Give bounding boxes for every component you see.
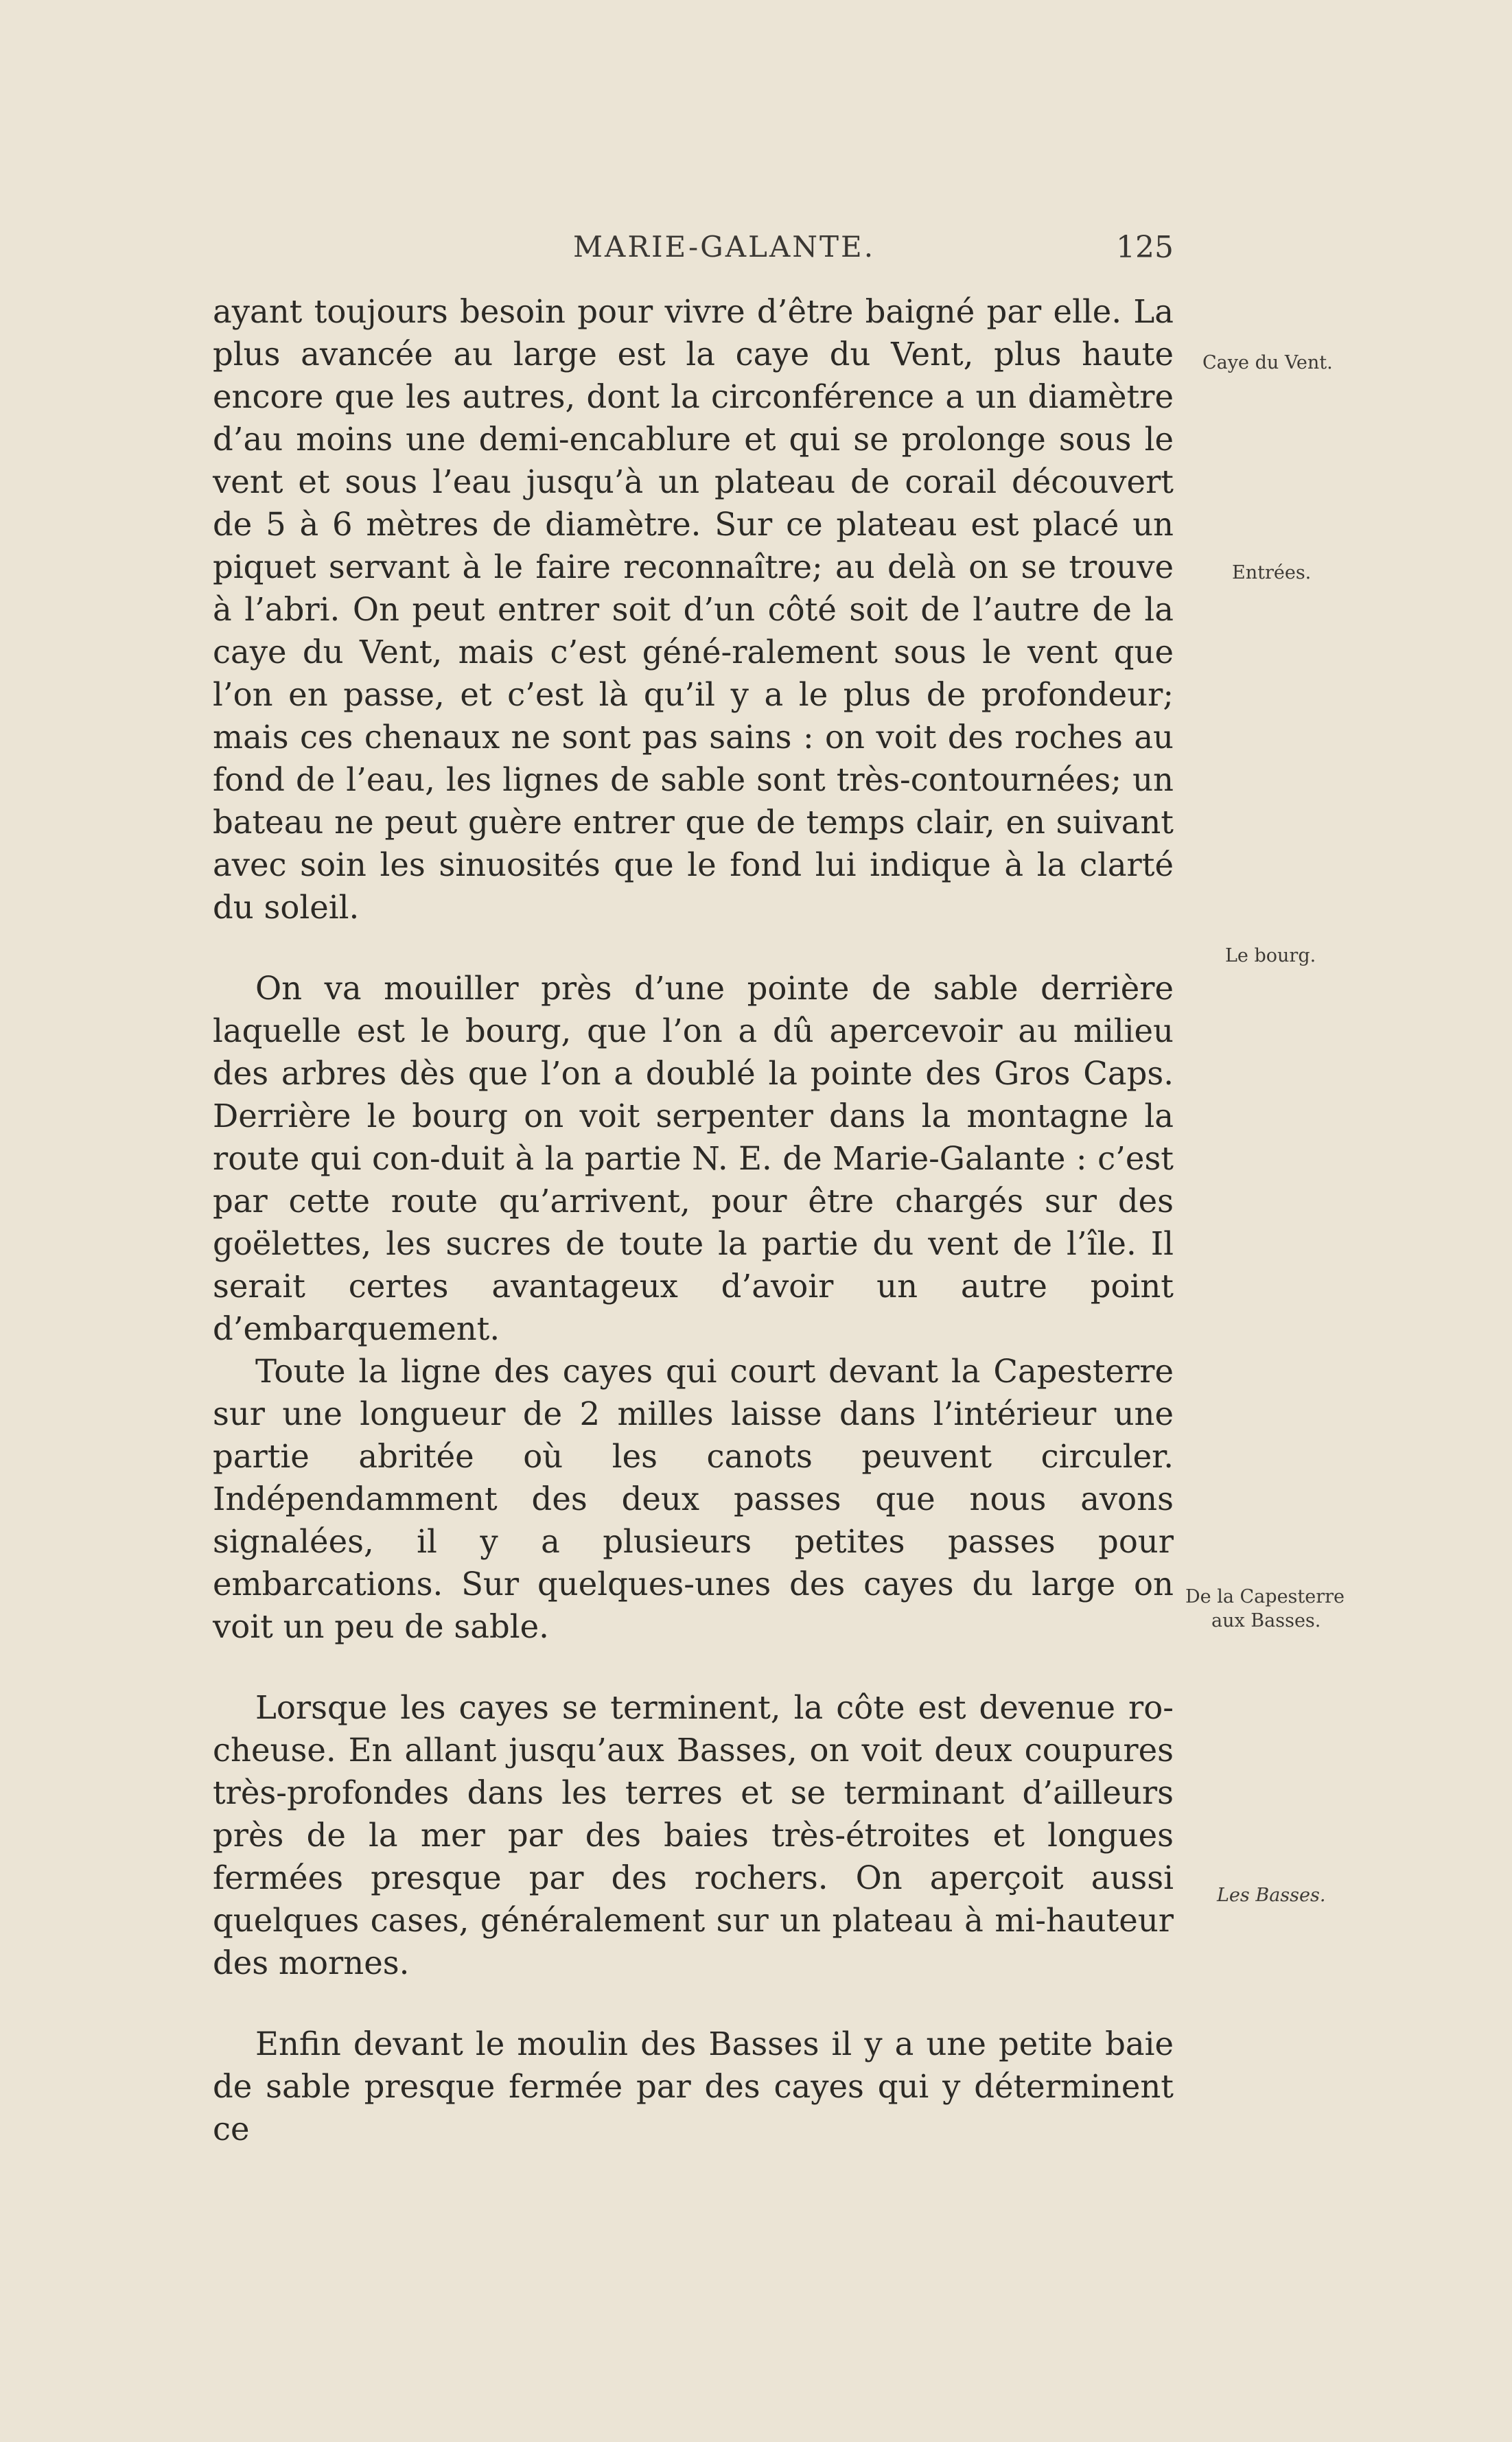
margin-note-de-la-capesterre: De la Capesterre — [1185, 1586, 1345, 1607]
paragraph-gap — [213, 1984, 1174, 2023]
margin-note-le-bourg: Le bourg. — [1225, 945, 1316, 966]
paragraph-gap — [213, 1648, 1174, 1686]
margin-note-les-basses: Les Basses. — [1217, 1885, 1326, 1906]
margin-note-aux-basses: aux Basses. — [1211, 1610, 1321, 1631]
margin-note-entrees: Entrées. — [1232, 562, 1312, 583]
body-text — [213, 290, 1174, 2150]
paragraph-cayes-terminent: Lorsque les cayes se terminent, la côte est devenue ro-cheuse. En allant jusqu’aux Basses, on voit deux coupures très-profondes dans les terres et se terminant d’ailleurs près de la mer par des baies très-étroites et longues fermées presque par des rochers. On aperçoit aussi quelques cases, généralement sur un plateau à mi-hauteur des mornes. — [213, 1689, 1174, 1981]
margin-note-caye-du-vent: Caye du Vent. — [1202, 352, 1333, 373]
paragraph-le-bourg: On va mouiller près d’une pointe de sable derrière laquelle est le bourg, que l’on a dû apercevoir au milieu des arbres dès que l’on a doublé la pointe des Gros Caps. Derrière le bourg on voit serpenter dans la montagne la route qui con-duit à la partie N. E. de Marie-Galante : c’est par cette route qu’arrivent, pour être chargés sur des goëlettes, les sucres de toute la partie du vent de l’île. Il serait certes avantageux d’avoir un autre point d’embarquement. — [213, 970, 1174, 1347]
page-number: 125 — [1116, 230, 1174, 265]
running-title: MARIE-GALANTE. — [573, 230, 876, 264]
paragraph-caye-du-vent: ayant toujours besoin pour vivre d’être baigné par elle. La plus avancée au large est la caye du Vent, plus haute encore que les autres, dont la circonférence a un diamètre d’au moins une demi-encablure et qui se prolonge sous le vent et sous l’eau jusqu’à un plateau de corail découvert de 5 à 6 mètres de diamètre. Sur ce plateau est placé un piquet servant à le faire reconnaître; au delà on se trouve à l’abri. On peut entrer soit d’un côté soit de l’autre de la caye du Vent, mais c’est géné-ralement sous le vent que l’on en passe, et c’est là qu’il y a le plus de profondeur; mais ces chenaux ne sont pas sains : on voit des roches au fond de l’eau, les lignes de sable sont très-contournées; un bateau ne peut guère entrer que de temps clair, en suivant avec soin les sinuosités que le fond lui indique à la clarté du soleil. — [213, 293, 1174, 926]
paragraph-les-basses: Enfin devant le moulin des Basses il y a une petite baie de sable presque fermée par des cayes qui y déterminent ce — [213, 2025, 1174, 2148]
paragraph-capesterre: Toute la ligne des cayes qui court devant la Capesterre sur une longueur de 2 milles laisse dans l’intérieur une partie abritée où les canots peuvent circuler. Indépendamment des deux passes que nous avons signalées, il y a plusieurs petites passes pour embarcations. Sur quelques-unes des cayes du large on voit un peu de sable. — [213, 1353, 1174, 1645]
page-header — [213, 230, 1174, 271]
paragraph-gap — [213, 929, 1174, 967]
